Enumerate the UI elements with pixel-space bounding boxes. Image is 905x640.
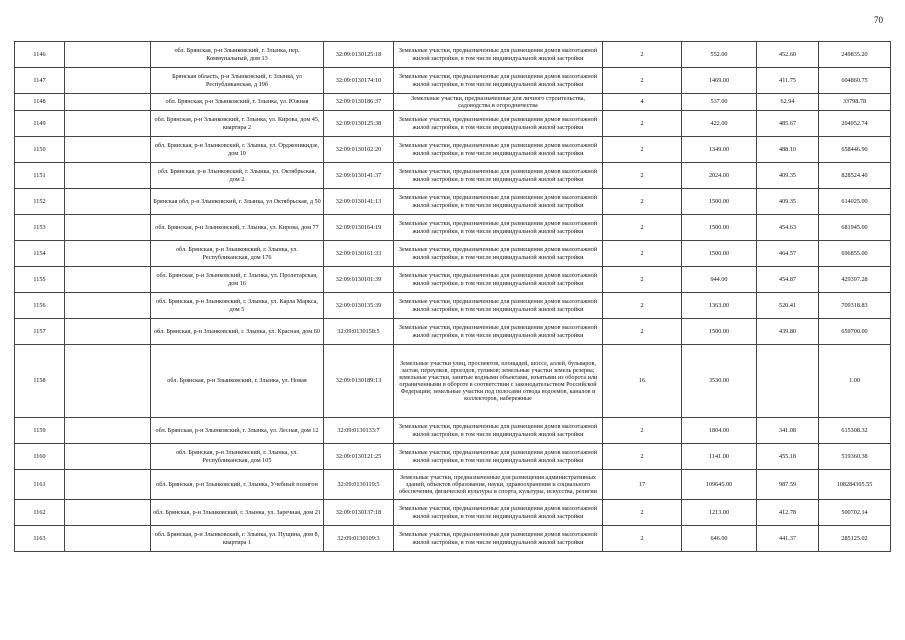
cadastral-value-cell: 108284305.55 bbox=[819, 470, 891, 500]
empty-cell bbox=[65, 319, 151, 345]
address-cell: обл. Брянская, р-н Злынковский, г. Злынка, ул. Заречная, дом 21 bbox=[151, 500, 324, 526]
cadastral-number-cell: 32:09:0130121:25 bbox=[324, 444, 394, 470]
land-use-cell: Земельные участки, предназначенные для размещения домов малоэтажной жилой застройки, в том числе индивидуальной жилой застройки bbox=[394, 111, 603, 137]
table-row bbox=[15, 293, 891, 319]
empty-cell bbox=[65, 500, 151, 526]
use-code-cell: 2 bbox=[603, 267, 682, 293]
address-cell: обл. Брянская, р-н Злынковский, г. Злынка, ул. Республиканская, дом 176 bbox=[151, 241, 324, 267]
row-number-cell: 1161 bbox=[15, 470, 65, 500]
land-use-cell: Земельные участки, предназначенные для размещения домов малоэтажной жилой застройки, в том числе индивидуальной жилой застройки bbox=[394, 137, 603, 163]
use-code-cell: 2 bbox=[603, 526, 682, 552]
use-code-cell: 2 bbox=[603, 68, 682, 94]
page-number: 70 bbox=[874, 15, 883, 25]
specific-value-cell: 987.59 bbox=[757, 470, 819, 500]
address-cell: Брянская область, р-н Злынковский, г. Злынка, ул Республиканская, д 19б bbox=[151, 68, 324, 94]
specific-value-cell bbox=[757, 345, 819, 418]
address-cell: обл. Брянская, р-н Злынковский, г. Злынка, ул. Орджоникидзе, дом 10 bbox=[151, 137, 324, 163]
table-row bbox=[15, 189, 891, 215]
use-code-cell: 16 bbox=[603, 345, 682, 418]
use-code-cell: 2 bbox=[603, 215, 682, 241]
table-row bbox=[15, 526, 891, 552]
table-row bbox=[15, 267, 891, 293]
area-cell: 1804.00 bbox=[682, 418, 757, 444]
table-row bbox=[15, 345, 891, 418]
table-row bbox=[15, 163, 891, 189]
cadastral-value-cell: 1.00 bbox=[819, 345, 891, 418]
land-use-cell: Земельные участки, предназначенные для личного строительства, садоводства и огородничества bbox=[394, 94, 603, 111]
address-cell: обл. Брянская, р-н Злынковский, г. Злынка, ул. Кирова, дом 45, квартира 2 bbox=[151, 111, 324, 137]
table-row bbox=[15, 215, 891, 241]
row-number-cell: 1162 bbox=[15, 500, 65, 526]
use-code-cell: 2 bbox=[603, 319, 682, 345]
area-cell: 1500.00 bbox=[682, 189, 757, 215]
cadastral-number-cell: 32:09:0130125:18 bbox=[324, 42, 394, 68]
address-cell: обл. Брянская, р-н Злынковский, г. Злынка, пер. Коммунальный, дом 13 bbox=[151, 42, 324, 68]
area-cell: 109645.00 bbox=[682, 470, 757, 500]
area-cell: 1141.00 bbox=[682, 444, 757, 470]
land-use-cell: Земельные участки, предназначенные для размещения домов малоэтажной жилой застройки, в том числе индивидуальной жилой застройки bbox=[394, 241, 603, 267]
use-code-cell: 2 bbox=[603, 137, 682, 163]
table-row bbox=[15, 241, 891, 267]
row-number-cell: 1148 bbox=[15, 94, 65, 111]
row-number-cell: 1153 bbox=[15, 215, 65, 241]
cadastral-number-cell: 32:09:0130158:5 bbox=[324, 319, 394, 345]
specific-value-cell: 488.10 bbox=[757, 137, 819, 163]
cadastral-number-cell: 32:09:0130119:5 bbox=[324, 470, 394, 500]
area-cell: 1500.00 bbox=[682, 241, 757, 267]
use-code-cell: 2 bbox=[603, 111, 682, 137]
row-number-cell: 1158 bbox=[15, 345, 65, 418]
row-number-cell: 1159 bbox=[15, 418, 65, 444]
table-row bbox=[15, 111, 891, 137]
use-code-cell: 2 bbox=[603, 293, 682, 319]
empty-cell bbox=[65, 444, 151, 470]
row-number-cell: 1152 bbox=[15, 189, 65, 215]
table-row bbox=[15, 444, 891, 470]
area-cell: 552.00 bbox=[682, 42, 757, 68]
specific-value-cell: 454.63 bbox=[757, 215, 819, 241]
row-number-cell: 1146 bbox=[15, 42, 65, 68]
empty-cell bbox=[65, 42, 151, 68]
land-use-cell: Земельные участки, предназначенные для размещения домов малоэтажной жилой застройки, в том числе индивидуальной жилой застройки bbox=[394, 319, 603, 345]
area-cell: 944.00 bbox=[682, 267, 757, 293]
address-cell: Брянская обл, р-н Злынковский, г. Злынка, ул Октябрьская, д 50 bbox=[151, 189, 324, 215]
specific-value-cell: 409.35 bbox=[757, 189, 819, 215]
cadastral-number-cell: 32:09:0130189:13 bbox=[324, 345, 394, 418]
specific-value-cell: 411.75 bbox=[757, 68, 819, 94]
empty-cell bbox=[65, 189, 151, 215]
empty-cell bbox=[65, 293, 151, 319]
land-use-cell: Земельные участки улиц, проспектов, площадей, шоссе, аллей, бульваров, застав, переулков, проездов, тупиков; земельные участки земель резерва; земельные участки, занятые водными объектами, изъятыми из оборота или ограниченными в обороте в соответствии с законодательством Российской Федерации; земельные участки под полосами отвода водоемов, каналов и коллекторов, набережные bbox=[394, 345, 603, 418]
area-cell: 422.00 bbox=[682, 111, 757, 137]
empty-cell bbox=[65, 94, 151, 111]
use-code-cell: 2 bbox=[603, 500, 682, 526]
cadastral-value-cell: 285125.02 bbox=[819, 526, 891, 552]
land-use-cell: Земельные участки, предназначенные для размещения домов малоэтажной жилой застройки, в том числе индивидуальной жилой застройки bbox=[394, 189, 603, 215]
empty-cell bbox=[65, 215, 151, 241]
row-number-cell: 1160 bbox=[15, 444, 65, 470]
table-row bbox=[15, 500, 891, 526]
use-code-cell: 4 bbox=[603, 94, 682, 111]
empty-cell bbox=[65, 267, 151, 293]
cadastral-value-cell: 249835.20 bbox=[819, 42, 891, 68]
table-row bbox=[15, 94, 891, 111]
area-cell: 3530.00 bbox=[682, 345, 757, 418]
specific-value-cell: 454.87 bbox=[757, 267, 819, 293]
row-number-cell: 1151 bbox=[15, 163, 65, 189]
land-use-cell: Земельные участки, предназначенные для размещения домов малоэтажной жилой застройки, в том числе индивидуальной жилой застройки bbox=[394, 163, 603, 189]
row-number-cell: 1150 bbox=[15, 137, 65, 163]
specific-value-cell: 62.94 bbox=[757, 94, 819, 111]
land-use-cell: Земельные участки, предназначенные для размещения домов малоэтажной жилой застройки, в том числе индивидуальной жилой застройки bbox=[394, 526, 603, 552]
empty-cell bbox=[65, 418, 151, 444]
address-cell: обл. Брянская, р-н Злынковский, г. Злынка, Учебный полигон bbox=[151, 470, 324, 500]
cadastral-number-cell: 32:09:0130174:10 bbox=[324, 68, 394, 94]
use-code-cell: 2 bbox=[603, 163, 682, 189]
land-use-cell: Земельные участки, предназначенные для размещения домов малоэтажной жилой застройки, в том числе индивидуальной жилой застройки bbox=[394, 215, 603, 241]
empty-cell bbox=[65, 345, 151, 418]
specific-value-cell: 439.80 bbox=[757, 319, 819, 345]
cadastral-number-cell: 32:09:0130125:38 bbox=[324, 111, 394, 137]
cadastral-value-cell: 429397.28 bbox=[819, 267, 891, 293]
cadastral-value-cell: 614025.00 bbox=[819, 189, 891, 215]
row-number-cell: 1147 bbox=[15, 68, 65, 94]
land-use-cell: Земельные участки, предназначенные для размещения домов малоэтажной жилой застройки, в том числе индивидуальной жилой застройки bbox=[394, 293, 603, 319]
land-cadastral-table bbox=[14, 41, 891, 552]
area-cell: 1500.00 bbox=[682, 215, 757, 241]
specific-value-cell: 464.57 bbox=[757, 241, 819, 267]
empty-cell bbox=[65, 137, 151, 163]
empty-cell bbox=[65, 470, 151, 500]
cadastral-number-cell: 32:09:0130135:39 bbox=[324, 293, 394, 319]
address-cell: обл. Брянская, р-н Злынковский, г. Злынка, ул. Карла Маркса, дом 5 bbox=[151, 293, 324, 319]
empty-cell bbox=[65, 241, 151, 267]
cadastral-number-cell: 32:09:0130109:3 bbox=[324, 526, 394, 552]
specific-value-cell: 485.67 bbox=[757, 111, 819, 137]
land-use-cell: Земельные участки, предназначенные для размещения домов малоэтажной жилой застройки, в том числе индивидуальной жилой застройки bbox=[394, 42, 603, 68]
address-cell: обл. Брянская, р-н Злынковский, г. Злынка, ул. Октябрьская, дом 2 bbox=[151, 163, 324, 189]
empty-cell bbox=[65, 526, 151, 552]
cadastral-value-cell: 659700.00 bbox=[819, 319, 891, 345]
table-row bbox=[15, 418, 891, 444]
cadastral-value-cell: 828524.40 bbox=[819, 163, 891, 189]
table-row bbox=[15, 137, 891, 163]
cadastral-number-cell: 32:09:0130137:18 bbox=[324, 500, 394, 526]
empty-cell bbox=[65, 111, 151, 137]
address-cell: обл. Брянская, р-н Злынковский, г. Злынка, ул. Лесная, дом 12 bbox=[151, 418, 324, 444]
row-number-cell: 1149 bbox=[15, 111, 65, 137]
cadastral-value-cell: 204952.74 bbox=[819, 111, 891, 137]
area-cell: 2024.00 bbox=[682, 163, 757, 189]
cadastral-value-cell: 615308.32 bbox=[819, 418, 891, 444]
cadastral-number-cell: 32:09:0130133:7 bbox=[324, 418, 394, 444]
area-cell: 1349.00 bbox=[682, 137, 757, 163]
cadastral-number-cell: 32:09:0130141:37 bbox=[324, 163, 394, 189]
use-code-cell: 2 bbox=[603, 189, 682, 215]
land-use-cell: Земельные участки, предназначенные для размещения домов малоэтажной жилой застройки, в том числе индивидуальной жилой застройки bbox=[394, 68, 603, 94]
area-cell: 1500.00 bbox=[682, 319, 757, 345]
table-row bbox=[15, 319, 891, 345]
specific-value-cell: 341.08 bbox=[757, 418, 819, 444]
row-number-cell: 1156 bbox=[15, 293, 65, 319]
area-cell: 1469.00 bbox=[682, 68, 757, 94]
cadastral-number-cell: 32:09:0130101:39 bbox=[324, 267, 394, 293]
empty-cell bbox=[65, 163, 151, 189]
cadastral-value-cell: 604860.75 bbox=[819, 68, 891, 94]
address-cell: обл. Брянская, р-н Злынковский, г. Злынка, ул. Республиканская, дом 105 bbox=[151, 444, 324, 470]
land-use-cell: Земельные участки, предназначенные для размещения домов малоэтажной жилой застройки, в том числе индивидуальной жилой застройки bbox=[394, 444, 603, 470]
use-code-cell: 17 bbox=[603, 470, 682, 500]
address-cell: обл. Брянская, р-н Злынковский, г. Злынка, ул. Южная bbox=[151, 94, 324, 111]
area-cell: 1363.00 bbox=[682, 293, 757, 319]
use-code-cell: 2 bbox=[603, 444, 682, 470]
use-code-cell: 2 bbox=[603, 42, 682, 68]
cadastral-number-cell: 32:09:0130161:33 bbox=[324, 241, 394, 267]
table-row bbox=[15, 470, 891, 500]
row-number-cell: 1157 bbox=[15, 319, 65, 345]
table-row bbox=[15, 68, 891, 94]
land-use-cell: Земельные участки, предназначенные для размещения административных зданий, объектов образования, науки, здравоохранения и социального обеспечения, физической культуры и спорта, культуры, искусства, религии bbox=[394, 470, 603, 500]
specific-value-cell: 520.41 bbox=[757, 293, 819, 319]
address-cell: обл. Брянская, р-н Злынковский, г. Злынка, ул. Пролетарская, дом 16 bbox=[151, 267, 324, 293]
cadastral-value-cell: 709318.83 bbox=[819, 293, 891, 319]
specific-value-cell: 452.60 bbox=[757, 42, 819, 68]
cadastral-number-cell: 32:09:0130186:37 bbox=[324, 94, 394, 111]
land-use-cell: Земельные участки, предназначенные для размещения домов малоэтажной жилой застройки, в том числе индивидуальной жилой застройки bbox=[394, 500, 603, 526]
address-cell: обл. Брянская, р-н Злынковский, г. Злынка, ул. Пущина, дом 8, квартира 1 bbox=[151, 526, 324, 552]
row-number-cell: 1154 bbox=[15, 241, 65, 267]
specific-value-cell: 441.37 bbox=[757, 526, 819, 552]
land-use-cell: Земельные участки, предназначенные для размещения домов малоэтажной жилой застройки, в том числе индивидуальной жилой застройки bbox=[394, 267, 603, 293]
empty-cell bbox=[65, 68, 151, 94]
cadastral-value-cell: 696855.00 bbox=[819, 241, 891, 267]
table-body bbox=[15, 42, 891, 552]
cadastral-value-cell: 681945.00 bbox=[819, 215, 891, 241]
cadastral-value-cell: 500702.14 bbox=[819, 500, 891, 526]
specific-value-cell: 409.35 bbox=[757, 163, 819, 189]
address-cell: обл. Брянская, р-н Злынковский, г. Злынка, ул. Красная, дом 60 bbox=[151, 319, 324, 345]
address-cell: обл. Брянская, р-н Злынковский, г. Злынка, ул. Кирова, дом 77 bbox=[151, 215, 324, 241]
row-number-cell: 1155 bbox=[15, 267, 65, 293]
cadastral-value-cell: 519360.38 bbox=[819, 444, 891, 470]
cadastral-number-cell: 32:09:0130141:13 bbox=[324, 189, 394, 215]
specific-value-cell: 455.18 bbox=[757, 444, 819, 470]
cadastral-number-cell: 32:09:0130164:19 bbox=[324, 215, 394, 241]
area-cell: 537.00 bbox=[682, 94, 757, 111]
specific-value-cell: 412.78 bbox=[757, 500, 819, 526]
land-use-cell: Земельные участки, предназначенные для размещения домов малоэтажной жилой застройки, в том числе индивидуальной жилой застройки bbox=[394, 418, 603, 444]
use-code-cell: 2 bbox=[603, 241, 682, 267]
area-cell: 1213.00 bbox=[682, 500, 757, 526]
cadastral-number-cell: 32:09:0130102:20 bbox=[324, 137, 394, 163]
table-row bbox=[15, 42, 891, 68]
cadastral-value-cell: 33798.78 bbox=[819, 94, 891, 111]
cadastral-value-cell: 658446.90 bbox=[819, 137, 891, 163]
row-number-cell: 1163 bbox=[15, 526, 65, 552]
address-cell: обл. Брянская, р-н Злынковский, г. Злынка, ул. Новая bbox=[151, 345, 324, 418]
area-cell: 646.00 bbox=[682, 526, 757, 552]
use-code-cell: 2 bbox=[603, 418, 682, 444]
